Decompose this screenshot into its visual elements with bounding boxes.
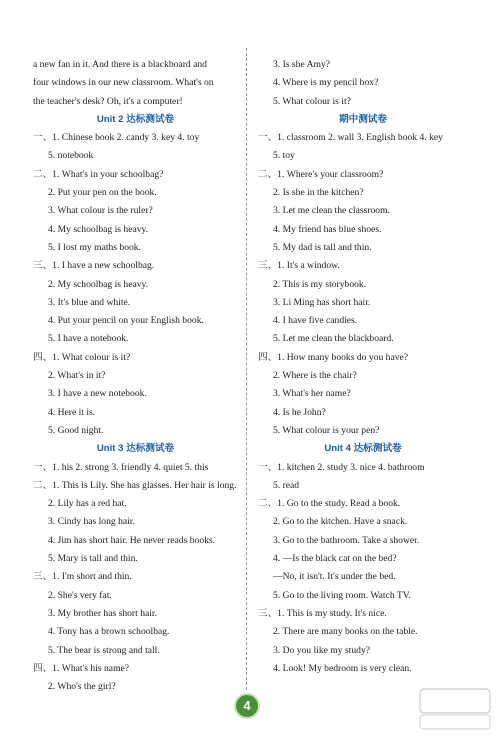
answer-line: 5. read	[273, 479, 300, 491]
answer-line: 2. Lily has a red hat.	[48, 498, 127, 510]
answer-line: 四、1. What colour is it?	[33, 351, 131, 363]
column-divider	[246, 48, 247, 690]
answer-line: 二、1. Where's your classroom?	[258, 168, 384, 180]
answer-line: 5. Let me clean the blackboard.	[273, 333, 394, 345]
answer-line: 2. Put your pen on the book.	[48, 187, 157, 199]
answer-line: 2. She's very fat.	[48, 589, 112, 601]
answer-line: 4. Put your pencil on your English book.	[48, 315, 204, 327]
answer-line: 四、1. How many books do you have?	[258, 351, 409, 363]
answer-line: 三、1. This is my study. It's nice.	[258, 607, 387, 619]
answer-line: 5. What colour is it?	[273, 95, 351, 107]
answer-line: 5. Good night.	[48, 424, 104, 436]
answer-line: 2. My schoolbag is heavy.	[48, 278, 149, 290]
answer-line: 3. It's blue and white.	[48, 296, 131, 308]
answer-line: 5. toy	[273, 150, 295, 162]
answer-line: 3. What colour is the ruler?	[48, 205, 153, 217]
answer-line: 一、1. Chinese book 2. candy 3. key 4. toy	[33, 132, 200, 144]
answer-line: 4. Where is my pencil box?	[273, 77, 379, 89]
answer-line: 4. —Is the black cat on the bed?	[273, 553, 397, 565]
answer-line: 二、1. Go to the study. Read a book.	[258, 498, 401, 510]
answer-line: 三、1. I'm short and thin.	[33, 571, 132, 583]
passage-line: the teacher's desk? Oh, it's a computer!	[33, 95, 183, 107]
passage-line: a new fan in it. And there is a blackboard and	[33, 59, 207, 70]
answer-line: 4. I have five candies.	[273, 315, 358, 327]
section-title: Unit 2 达标测试卷	[96, 113, 175, 125]
watermark-logo-icon	[418, 687, 492, 731]
answer-line: 2. Who's the girl?	[48, 681, 116, 693]
passage-line: four windows in our new classroom. What's on	[33, 77, 214, 89]
answer-line: 3. I have a new notebook.	[48, 388, 147, 400]
answer-line: 4. My schoolbag is heavy.	[48, 223, 149, 235]
answer-line: 二、1. This is Lily. She has glasses. Her hair is long.	[33, 479, 237, 491]
answer-line: 2. What's in it?	[48, 370, 106, 382]
answer-line: 3. Let me clean the classroom.	[273, 205, 390, 217]
answer-line: 5. What colour is your pen?	[273, 424, 380, 436]
answer-line: 四、1. What's his name?	[33, 662, 130, 674]
answer-line: 5. My dad is tall and thin.	[273, 241, 372, 253]
answer-line: 3. My brother has short hair.	[48, 607, 157, 619]
answer-line: 4. My friend has blue shoes.	[273, 223, 382, 235]
answer-line: 4. Jim has short hair. He never reads books.	[48, 534, 216, 546]
answer-line: 一、1. his 2. strong 3. friendly 4. quiet 5. this	[33, 461, 209, 473]
page-number-badge: 4	[234, 693, 260, 719]
answer-line: 2. Where is the chair?	[273, 370, 357, 382]
answer-line: 2. This is my storybook.	[273, 278, 367, 290]
answer-line: 4. Look! My bedroom is very clean.	[273, 662, 412, 674]
answer-line: —No, it isn't. It's under the bed.	[273, 571, 396, 583]
answer-line: 一、1. classroom 2. wall 3. English book 4. key	[258, 132, 443, 144]
answer-line: 二、1. What's in your schoolbag?	[33, 168, 164, 180]
right-column	[258, 56, 468, 678]
answer-line: 5. notebook	[48, 150, 94, 162]
answer-line: 2. Is she in the kitchen?	[273, 187, 364, 199]
section-title: Unit 3 达标测试卷	[96, 443, 175, 455]
answer-line: 3. Cindy has long hair.	[48, 516, 135, 528]
answer-line: 4. Is he John?	[273, 406, 326, 418]
answer-line: 5. I have a notebook.	[48, 333, 129, 345]
answer-line: 三、1. I have a new schoolbag.	[33, 260, 155, 272]
answer-line: 5. Go to the living room. Watch TV.	[273, 589, 411, 601]
answer-line: 3. Is she Amy?	[273, 59, 331, 70]
answer-line: 2. There are many books on the table.	[273, 626, 418, 638]
answer-line: 3. What's her name?	[273, 388, 351, 400]
answer-line: 三、1. It's a window.	[258, 260, 340, 272]
answer-line: 4. Tony has a brown schoolbag.	[48, 626, 170, 638]
answer-line: 5. Mary is tall and thin.	[48, 553, 138, 565]
left-column	[33, 56, 238, 696]
section-title: Unit 4 达标测试卷	[324, 443, 402, 455]
answer-line: 5. The bear is strong and tall.	[48, 644, 160, 656]
answer-line: 3. Do you like my study?	[273, 644, 370, 656]
answer-line: 3. Go to the bathroom. Take a shower.	[273, 534, 420, 546]
answer-line: 2. Go to the kitchen. Have a snack.	[273, 516, 408, 528]
answer-line: 4. Here it is.	[48, 406, 96, 418]
answer-line: 3. Li Ming has short hair.	[273, 296, 371, 308]
answer-line: 一、1. kitchen 2. study 3. nice 4. bathroom	[258, 461, 425, 473]
answer-line: 5. I lost my maths book.	[48, 241, 142, 253]
section-title: 期中测试卷	[339, 113, 387, 125]
